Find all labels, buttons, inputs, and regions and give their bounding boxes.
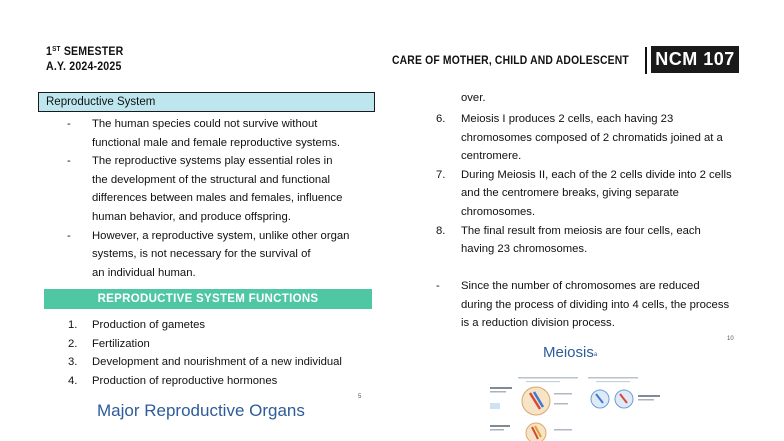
function-item — [68, 372, 378, 391]
bullet-line: The reproductive systems play essential roles in — [92, 155, 333, 168]
meiosis-diagram-image — [488, 373, 668, 441]
intro-bullet-list — [67, 115, 372, 282]
meiosis-steps-list — [436, 110, 746, 259]
bullet-dash: - — [67, 229, 71, 242]
bullet-line: the development of the structural and functional — [92, 173, 331, 186]
step-line: chromosomes composed of 2 chromatids joined at a — [461, 131, 723, 144]
note-line: during the process of dividing into 4 cells, the process — [461, 298, 730, 311]
bullet-line: an individual human. — [92, 266, 196, 279]
bullet-line: differences between males and females, influence — [92, 192, 343, 205]
bullet-dash: - — [67, 155, 71, 168]
bullet-dash: - — [67, 118, 71, 130]
step-line: chromosomes. — [461, 205, 536, 218]
function-number: 2. — [68, 337, 78, 350]
course-code-badge: NCM 107 — [651, 46, 739, 73]
step-line: and the centromere breaks, giving separate — [461, 187, 679, 200]
header-divider — [645, 47, 647, 74]
function-item — [68, 335, 378, 354]
functions-list — [68, 316, 378, 390]
step-number: 7. — [436, 168, 446, 181]
step-item — [436, 110, 746, 166]
step-number: 6. — [436, 113, 446, 125]
step-item — [436, 222, 746, 259]
function-item — [68, 353, 378, 372]
step-line: During Meiosis II, each of the 2 cells divide into 2 cells — [461, 168, 732, 181]
bullet-dash: - — [436, 280, 440, 292]
embedded-slide-title-right — [543, 344, 597, 361]
function-text: Production of reproductive hormones — [92, 374, 278, 387]
step-line: The final result from meiosis are four cells, each — [461, 224, 701, 237]
note-line: is a reduction division process. — [461, 317, 615, 330]
embedded-slide-number-left: 5 — [358, 394, 362, 400]
step-number: 8. — [436, 224, 446, 237]
course-title: CARE OF MOTHER, CHILD AND ADOLESCENT — [392, 55, 629, 67]
step-item — [436, 166, 746, 222]
semester-ordinal: ST — [52, 46, 61, 53]
academic-year: A.Y. 2024-2025 — [46, 61, 122, 73]
bullet-line: functional male and female reproductive systems. — [92, 136, 341, 149]
function-text: Production of gametes — [92, 319, 206, 331]
embedded-slide-number-right: 10 — [727, 336, 734, 342]
semester-label — [46, 42, 123, 75]
bullet-item — [67, 152, 372, 226]
function-text: Fertilization — [92, 337, 150, 350]
functions-title: REPRODUCTIVE SYSTEM FUNCTIONS — [44, 289, 372, 309]
bullet-item — [67, 227, 372, 283]
embedded-slide-title-left: Major Reproductive Organs — [97, 401, 305, 420]
bullet-line: The human species could not survive without — [92, 118, 318, 130]
function-number: 1. — [68, 319, 78, 331]
bullet-item — [67, 115, 372, 152]
semester-word: SEMESTER — [60, 46, 124, 58]
meiosis-title-mark: a — [593, 352, 598, 358]
semester-number: 1 — [46, 46, 53, 58]
step-line: having 23 chromosomes. — [461, 243, 588, 256]
function-item — [68, 316, 378, 335]
reduction-note — [436, 277, 771, 333]
step-line: centromere. — [461, 150, 522, 163]
note-line: Since the number of chromosomes are reduced — [461, 280, 700, 292]
function-text: Development and nourishment of a new individual — [92, 356, 342, 369]
bullet-line: human behavior, and produce offspring. — [92, 210, 291, 223]
bullet-line: systems, is not necessary for the survival of — [92, 248, 311, 261]
section-title: Reproductive System — [38, 92, 375, 112]
continued-text: over. — [461, 92, 486, 104]
step-line: Meiosis I produces 2 cells, each having 23 — [461, 113, 674, 125]
function-number: 3. — [68, 356, 78, 369]
function-number: 4. — [68, 374, 78, 387]
bullet-line: However, a reproductive system, unlike other organ — [92, 229, 350, 242]
meiosis-title-text: Meiosis — [543, 344, 594, 361]
